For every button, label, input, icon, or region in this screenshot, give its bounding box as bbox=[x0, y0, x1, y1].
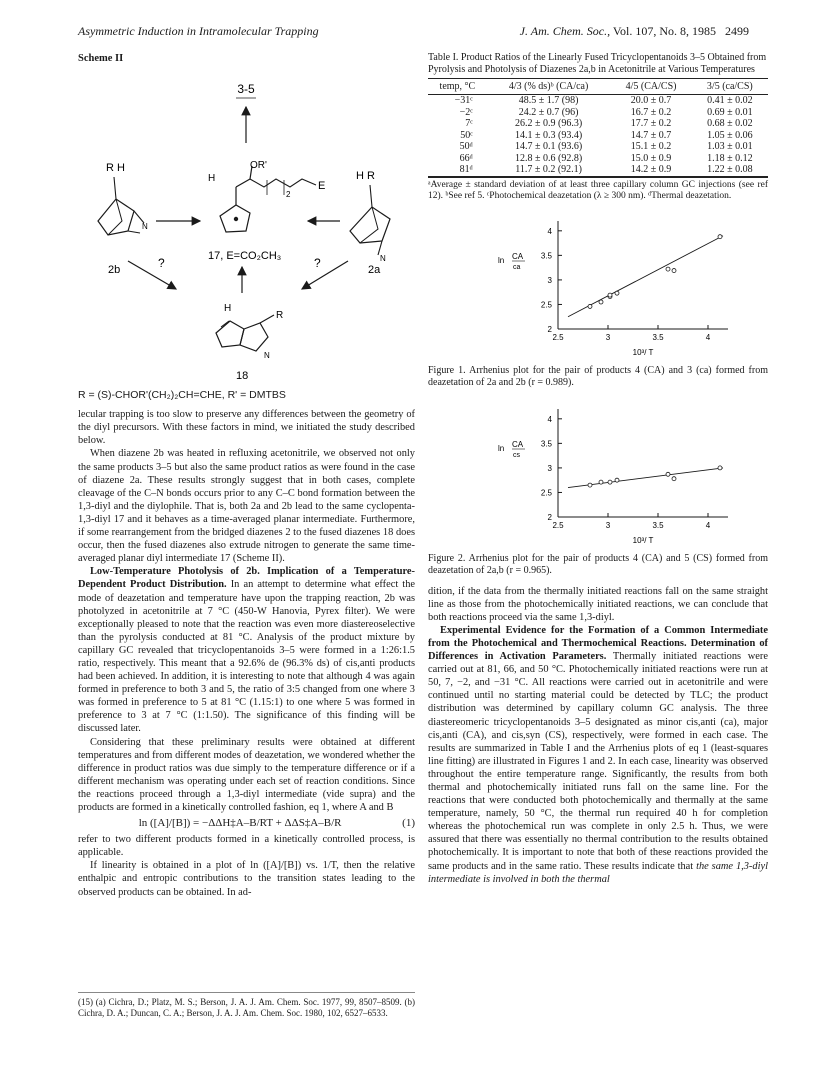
y-tick-label: 3 bbox=[547, 275, 552, 285]
data-point bbox=[666, 472, 670, 476]
question-right: ? bbox=[314, 256, 321, 271]
left-paragraph-1: lecular trapping is too slow to preserve any differences between the geometry of the diyl precursors. With these factors in mind, we initiated the study described below. bbox=[78, 409, 415, 447]
y-tick-label: 4 bbox=[547, 414, 552, 424]
question-left: ? bbox=[158, 256, 165, 271]
right-paragraph-1: dition, if the data from the thermally initiated reactions fall on the same straight line as those from the photochemically initiated reactions, we can conclude that both reactions proceed via the same 1,3-diyl. bbox=[428, 585, 768, 623]
label-n-2b: N bbox=[142, 222, 148, 232]
scheme-ii bbox=[78, 71, 415, 389]
table-cell: 20.0 ± 0.7 bbox=[630, 95, 672, 107]
label-sub-two: 2 bbox=[286, 190, 291, 200]
table-row bbox=[428, 107, 768, 119]
table-header: temp, °C bbox=[428, 79, 487, 95]
footnote-15: (15) (a) Cichra, D.; Platz, M. S.; Berson, J. A. J. Am. Chem. Soc. 1977, 99, 8507–8509. (b) Cichra, D. A.; Duncan, C. A.; Berson, J. A. J. Am. Chem. Soc. 1980, 102, 6527–6533. bbox=[78, 992, 415, 1019]
heading-experimental: Experimental Evidence for the Formation of a Common Intermediate from the Photochemical and Thermochemical Reactions. Determination of Differences in Activation Parameters. bbox=[428, 624, 768, 663]
x-tick-label: 3.5 bbox=[652, 332, 664, 342]
y-tick-label: 2.5 bbox=[540, 488, 552, 498]
x-axis-label: 10³/ T bbox=[632, 535, 654, 545]
data-point bbox=[718, 234, 722, 238]
y-tick-label: 2.5 bbox=[540, 300, 552, 310]
table-row bbox=[428, 118, 768, 130]
label-h-bottom: H bbox=[224, 303, 232, 315]
data-point bbox=[608, 293, 612, 297]
figure-1-caption: Figure 1. Arrhenius plot for the pair of products 4 (CA) and 3 (ca) formed from deazetation of 2a and 2b (r = 0.989). bbox=[428, 364, 768, 388]
data-point bbox=[588, 483, 592, 487]
structure-18 bbox=[216, 303, 283, 360]
scheme-drawing bbox=[78, 71, 415, 383]
x-tick-label: 4 bbox=[705, 332, 711, 342]
table-cell: 66ᵈ bbox=[459, 152, 473, 164]
table-cell: 14.2 ± 0.9 bbox=[630, 164, 672, 176]
table-cell: 14.7 ± 0.1 (93.6) bbox=[515, 141, 583, 153]
y-axis-label-den: ca bbox=[513, 263, 521, 271]
journal-volume: Vol. 107, No. 8, 1985 bbox=[612, 24, 716, 38]
table-cell: 15.0 ± 0.9 bbox=[630, 152, 672, 164]
y-axis-label-den: cs bbox=[513, 451, 520, 459]
y-tick-label: 2 bbox=[547, 512, 552, 522]
table-i bbox=[428, 78, 768, 177]
table-cell: 7ᶜ bbox=[465, 118, 473, 130]
label-2b: 2b bbox=[108, 264, 121, 277]
equation-1 bbox=[78, 817, 415, 830]
table-row bbox=[428, 164, 768, 176]
table-cell: 1.05 ± 0.06 bbox=[707, 129, 753, 141]
structure-17 bbox=[208, 160, 325, 232]
label-h-r-right: H R bbox=[356, 170, 375, 183]
x-tick-label: 3 bbox=[605, 520, 611, 530]
table-cell: 1.03 ± 0.01 bbox=[707, 141, 753, 153]
table-row bbox=[428, 130, 768, 142]
data-point bbox=[599, 480, 603, 484]
label-2a: 2a bbox=[368, 264, 381, 277]
y-axis-label-ln: ln bbox=[498, 443, 505, 453]
table-cell: 12.8 ± 0.6 (92.8) bbox=[515, 152, 583, 164]
y-tick-label: 4 bbox=[547, 226, 552, 236]
data-point bbox=[615, 291, 619, 295]
table-cell: 14.1 ± 0.3 (93.4) bbox=[515, 129, 583, 141]
table-header: 4/5 (CA/CS) bbox=[610, 79, 691, 95]
label-n-2a: N bbox=[380, 254, 386, 264]
left-column bbox=[78, 52, 415, 899]
table-row bbox=[428, 153, 768, 165]
data-point bbox=[599, 300, 603, 304]
x-tick-label: 2.5 bbox=[552, 520, 564, 530]
data-point bbox=[718, 466, 722, 470]
table-cell: −2ᶜ bbox=[459, 106, 473, 118]
table-notes: ᵃAverage ± standard deviation of at least three capillary column GC injections (see ref 12). ᵇSee ref 5. ᶜPhotochemical deazetation (λ ≥ 300 nm). ᵈThermal deazetation. bbox=[428, 177, 768, 203]
figure-2 bbox=[428, 399, 768, 549]
table-cell: 81ᵈ bbox=[459, 164, 473, 176]
table-body bbox=[428, 95, 768, 177]
table-cell: 1.22 ± 0.08 bbox=[707, 164, 753, 176]
label-18: 18 bbox=[236, 370, 249, 383]
table-cell: 0.68 ± 0.02 bbox=[707, 118, 753, 130]
y-tick-label: 2 bbox=[547, 324, 552, 334]
table-cell: 48.5 ± 1.7 (98) bbox=[518, 95, 579, 107]
table-cell: 0.69 ± 0.01 bbox=[707, 106, 753, 118]
scheme-title: Scheme II bbox=[78, 53, 124, 64]
x-tick-label: 2.5 bbox=[552, 332, 564, 342]
left-paragraph-6: If linearity is obtained in a plot of ln ([A]/[B]) vs. 1/T, then the relative enthalpic and entropic contributions to the transition states leading to the observed products can be obtained. In ad- bbox=[78, 860, 415, 898]
table-cell: 0.41 ± 0.02 bbox=[707, 95, 753, 107]
y-tick-label: 3.5 bbox=[540, 250, 552, 260]
table-header-row bbox=[428, 79, 768, 95]
table-cell: 24.2 ± 0.7 (96) bbox=[518, 106, 579, 118]
label-17: 17, E=CO₂CH₃ bbox=[208, 250, 282, 263]
structure-2b bbox=[98, 162, 148, 235]
left-paragraph-5: refer to two different products formed in a kinetically controlled process, is applicable. bbox=[78, 834, 415, 859]
table-caption: Table I. Product Ratios of the Linearly Fused Tricyclopentanoids 3–5 Obtained from Pyrolysis and Photolysis of Diazenes 2a,b in Acetonitrile at Various Temperatures bbox=[428, 52, 767, 75]
table-row bbox=[428, 141, 768, 153]
label-h-center: H bbox=[208, 173, 216, 185]
y-axis-label-num: CA bbox=[512, 251, 524, 261]
table-header: 4/3 (% ds)ᵇ (CA/ca) bbox=[487, 79, 611, 95]
left-paragraph-3: In an attempt to determine what effect the mode of deazetation and temperature have upon the trapping reaction, 2b was photolyzed in acetonitrile at 7 °C (450-W Hanovia, Pyrex filter). We were exceptionally pleased to note that the reaction was even more diastereoselective than the pyrolysis conducted at 81 °C. Analysis of the product mixture by capillary GC revealed that tricyclopentanoids 3–5 were formed in a 1:26:1.5 ratio, respectively. This meant that a 92.6% de (96.3% ds) of cis,anti products had been achieved. In addition, it is interesting to note that although 4 was again formed in preference to both 3 and 5, the ratio of 3:5 changed from one where 3 was formed in preference to 5 at 81 °C (1.15:1) to one where 5 was formed in preference to 3 at 7 °C (1:1.50). The significance of this finding will be discussed later. bbox=[78, 579, 416, 735]
table-row bbox=[428, 95, 768, 107]
table-cell: 50ᶜ bbox=[460, 129, 473, 141]
table-cell: 26.2 ± 0.9 (96.3) bbox=[515, 118, 583, 130]
table-cell: 11.7 ± 0.2 (92.1) bbox=[515, 164, 582, 176]
label-e: E bbox=[318, 180, 326, 193]
journal-name: J. Am. Chem. Soc., bbox=[519, 24, 611, 38]
table-cell: 50ᵈ bbox=[459, 141, 473, 153]
table-cell: 17.7 ± 0.2 bbox=[630, 118, 672, 130]
figure-2-plot bbox=[428, 399, 768, 549]
arrow-2a-to-18 bbox=[302, 261, 348, 289]
table-cell: 16.7 ± 0.2 bbox=[630, 106, 672, 118]
scheme-label-top: 3-5 bbox=[237, 82, 255, 97]
scheme-definition: R = (S)-CHOR'(CH₂)₂CH=CHE, R' = DMTBS bbox=[78, 389, 286, 402]
table-cell: 15.1 ± 0.2 bbox=[630, 141, 672, 153]
figure-1-plot bbox=[428, 211, 768, 361]
equation-number: (1) bbox=[402, 817, 415, 830]
right-paragraph-2: Thermally initiated reactions were carried out at 81, 66, and 50 °C. Photochemically initiated reactions were run at 50, 7, −2, and −31 °C. All reactions were carried out in acetonitrile and were continued until no starting material could be detected by TLC; the product distribution was determined by capillary column GC analysis. The three diastereomeric tricyclopentanoids 3–5 designated as minor cis,anti (ca), major cis,anti (CA), and cis,syn (CS), respectively, were formed in each case. The results are summarized in Table I and the Arrhenius plots of eq 1 (least-squares line fitting) are illustrated in Figures 1 and 2. In each case, linearity was observed throughout the entire temperature range. Significantly, the results from both thermal and photochemically initiated runs fall on the same line. For the reactions that were conducted both photochemically and thermally at the same temperature, namely, 50 °C, the thermal run required 40 h for completion whereas the photochemical run was complete in only 2.5 h. Thus, we were assured that there was essentially no thermal contribution to the results obtained photochemically. It is important to note that both of these reactions provided the same products and in the same ratio. These results indicate that bbox=[428, 651, 768, 872]
label-r-h-left: R H bbox=[106, 162, 125, 175]
heading-low-temp: Low-Temperature Photolysis of 2b. Implication of a Temperature-Dependent Product Distribution. bbox=[78, 566, 415, 591]
y-axis-label-num: CA bbox=[512, 439, 524, 449]
figure-2-caption: Figure 2. Arrhenius plot for the pair of products 4 (CA) and 5 (CS) formed from deazetation of 2a,b (r = 0.965). bbox=[428, 552, 768, 576]
page-number: 2499 bbox=[725, 24, 749, 38]
label-r-bottom: R bbox=[276, 310, 284, 322]
data-point bbox=[666, 267, 670, 271]
data-point bbox=[672, 476, 676, 480]
data-point bbox=[615, 478, 619, 482]
table-cell: −31ᶜ bbox=[454, 95, 473, 107]
x-tick-label: 3 bbox=[605, 332, 611, 342]
figure-1 bbox=[428, 211, 768, 361]
x-tick-label: 3.5 bbox=[652, 520, 664, 530]
arrow-2b-to-18 bbox=[128, 261, 176, 289]
table-header: 3/5 (ca/CS) bbox=[692, 79, 768, 95]
right-column bbox=[428, 52, 768, 886]
y-tick-label: 3.5 bbox=[540, 438, 552, 448]
y-axis-label-ln: ln bbox=[498, 255, 505, 265]
data-point bbox=[672, 268, 676, 272]
label-n-18: N bbox=[264, 351, 270, 361]
right-paragraph-end: the same 1,3-diyl intermediate is involved in both the thermal bbox=[428, 860, 768, 885]
equation-text: ln ([A]/[B]) = −ΔΔH‡A–B/RT + ΔΔS‡A–B/R bbox=[138, 817, 342, 830]
table-cell: 1.18 ± 0.12 bbox=[707, 152, 753, 164]
left-paragraph-4: Considering that these preliminary results were obtained at different temperatures and from different modes of deazetation, we wondered whether the difference in product ratios was due simply to the temperature difference or if a different mechanism was operating under each set of reaction conditions. Since the reactions proceed through a 1,3-diyl intermediate (vide supra) and the products are formed in a kinetically controlled fashion, eq 1, where A and B bbox=[78, 736, 415, 813]
y-tick-label: 3 bbox=[547, 463, 552, 473]
x-tick-label: 4 bbox=[705, 520, 711, 530]
data-point bbox=[608, 480, 612, 484]
running-header-right bbox=[520, 24, 749, 39]
structure-2a bbox=[350, 170, 390, 263]
table-cell: 14.7 ± 0.7 bbox=[630, 129, 672, 141]
label-or-prime: OR' bbox=[250, 160, 267, 172]
left-paragraph-2: When diazene 2b was heated in refluxing acetonitrile, we observed not only the same products 3–5 but also the same product ratios as were found in the case of diazene 2a. These results strongly suggest that in both cases, complete cleavage of the C–N bonds occurs prior to any C–C bond formation between the 1,3-diyl and the diylophile. That is, both 2a and 2b lead to the same cyclopenta-1,3-diyl 17 and it behaves as a time-averaged planar intermediate. Furthermore, if some rearrangement from the bridged diazenes 2 to the fused diazenes 18 does occur, then the fused diazenes also extrude nitrogen to generate the same time-averaged planar diyl intermediate 17 (Scheme II). bbox=[78, 448, 415, 565]
x-axis-label: 10³/ T bbox=[632, 347, 654, 357]
running-header-left: Asymmetric Induction in Intramolecular Trapping bbox=[78, 24, 319, 38]
data-point bbox=[588, 304, 592, 308]
